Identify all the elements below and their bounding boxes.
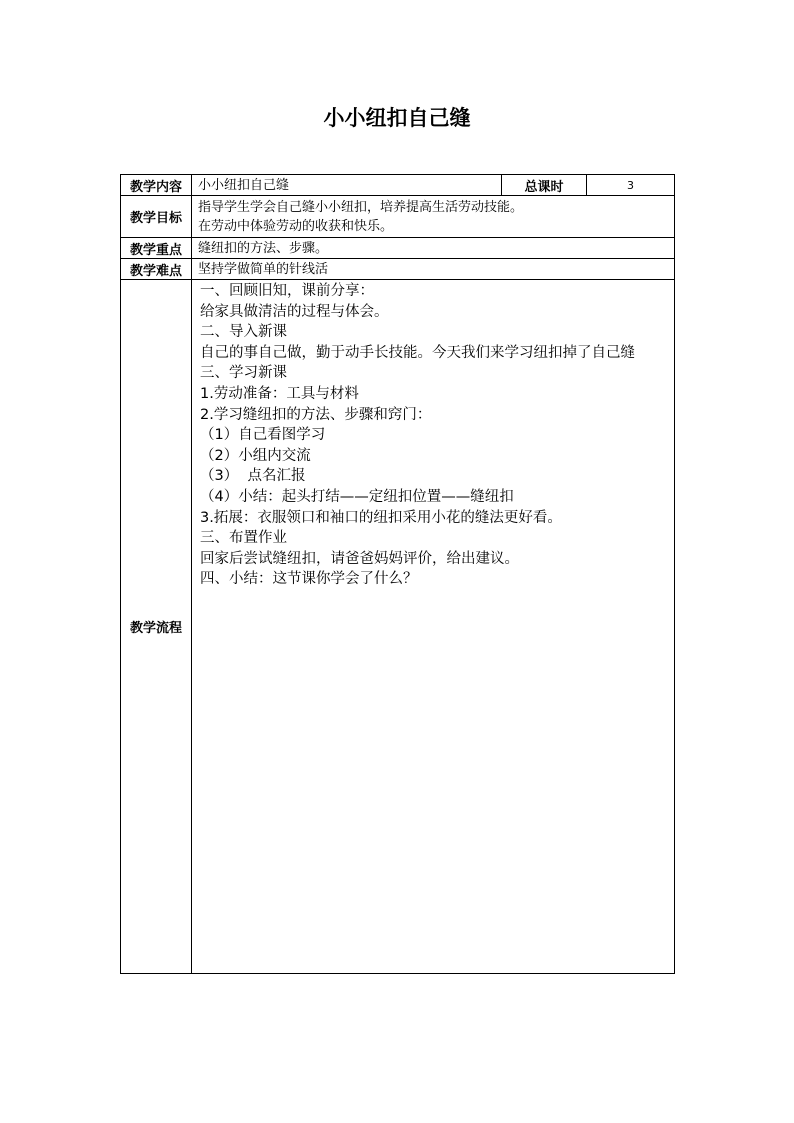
flow-line: 三、布置作业 <box>200 530 287 547</box>
goal-value <box>192 196 675 238</box>
flow-line: 回家后尝试缝纽扣，请爸爸妈妈评价，给出建议。 <box>200 550 519 567</box>
key-value: 缝纽扣的方法、步骤。 <box>192 238 675 259</box>
flow-line: 2.学习缝纽扣的方法、步骤和窍门： <box>200 406 432 423</box>
flow-line: 二、导入新课 <box>200 324 287 341</box>
content-value: 小小纽扣自己缝 <box>192 175 502 196</box>
flow-line: （2）小组内交流 <box>200 447 311 464</box>
goal-line: 指导学生学会自己缝小小纽扣，培养提高生活劳动技能。 <box>198 199 524 215</box>
content-label: 教学内容 <box>121 175 192 196</box>
flow-line: 一、回顾旧知，课前分享： <box>200 283 374 299</box>
page-title: 小小纽扣自己缝 <box>323 105 471 130</box>
flow-line: （1）自己看图学习 <box>200 427 326 444</box>
lesson-plan-table <box>120 174 675 974</box>
total-hours-label: 总课时 <box>502 175 587 196</box>
flow-content <box>192 280 675 974</box>
flow-line: （4）小结：起头打结——定纽扣位置——缝纽扣 <box>200 488 514 505</box>
flow-line: 四、小结：这节课你学会了什么？ <box>200 571 418 588</box>
flow-line: 三、学习新课 <box>200 365 287 382</box>
goal-line: 在劳动中体验劳动的收获和快乐。 <box>198 218 394 234</box>
flow-line: 给家具做清洁的过程与体会。 <box>200 303 389 320</box>
key-label: 教学重点 <box>121 238 192 259</box>
flow-line: 3.拓展：衣服领口和袖口的纽扣采用小花的缝法更好看。 <box>200 509 562 526</box>
difficulty-label: 教学难点 <box>121 259 192 280</box>
goal-label: 教学目标 <box>121 196 192 238</box>
flow-label: 教学流程 <box>121 280 192 974</box>
total-hours-value: 3 <box>587 175 675 196</box>
row-key <box>121 238 675 259</box>
row-content <box>121 175 675 196</box>
flow-line: （3） 点名汇报 <box>200 468 306 485</box>
flow-line: 1.劳动准备：工具与材料 <box>200 385 359 402</box>
flow-line: 自己的事自己做，勤于动手长技能。今天我们来学习纽扣掉了自己缝 <box>200 344 635 361</box>
row-difficulty <box>121 259 675 280</box>
row-flow <box>121 280 675 974</box>
difficulty-value: 坚持学做简单的针线活 <box>192 259 675 280</box>
row-goal <box>121 196 675 238</box>
